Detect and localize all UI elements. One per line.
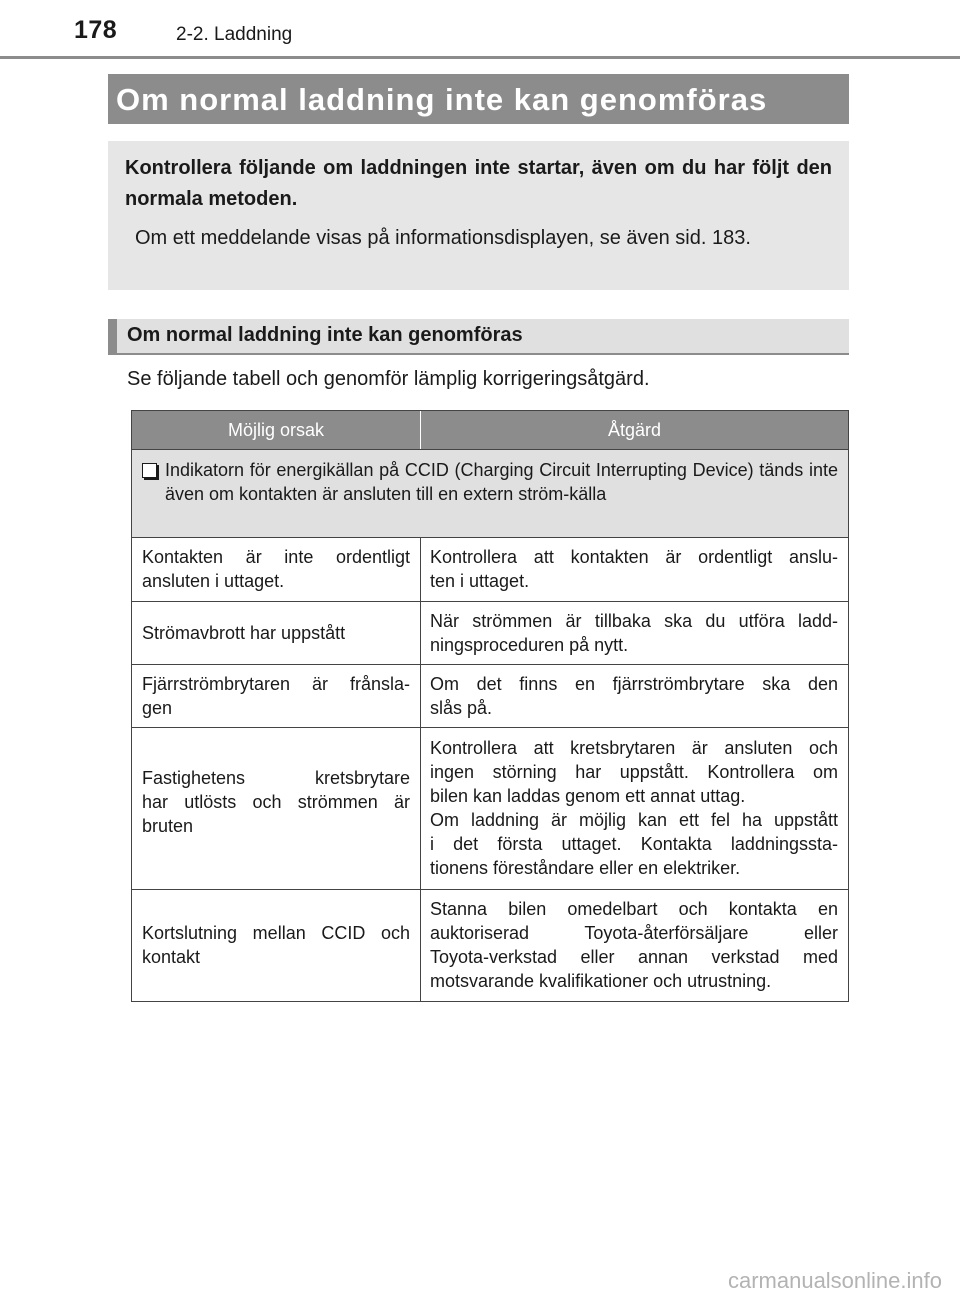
action-line: Stanna bilen omedelbart och kontakta en (430, 899, 838, 919)
action-cell (421, 728, 848, 889)
action-line: ningsproceduren på nytt. (430, 635, 629, 655)
intro-bold-text: Kontrollera följande om laddningen inte startar, även om du har följt den normala metoden. (125, 157, 832, 210)
page-title: Om normal laddning inte kan genomföras (108, 74, 849, 124)
action-line: Kontrollera att kontakten är ordentligt anslu- (430, 547, 838, 567)
action-line: ingen störning har uppstått. Kontrollera om (430, 762, 838, 782)
action-cell (421, 602, 848, 664)
cause-cell (132, 890, 421, 1001)
checkbox-icon (142, 463, 157, 478)
action-line: Kontrollera att kretsbrytaren är ansluten och (430, 738, 838, 758)
subsection-heading: Om normal laddning inte kan genomföras (108, 319, 849, 355)
intro-box (108, 141, 849, 290)
cause-line: bruten (142, 816, 194, 836)
cause-line: Kontakten är inte ordentligt (142, 547, 410, 567)
table-row (132, 664, 848, 727)
intro-note-text: Om ett meddelande visas på informationsdisplayen, se även sid. 183. (135, 227, 751, 249)
cause-cell (132, 665, 421, 727)
table-row (132, 601, 848, 664)
cause-line: gen (142, 698, 173, 718)
header-divider (0, 56, 960, 59)
action-line: slås på. (430, 698, 493, 718)
cause-line: Kortslutning mellan CCID och (142, 923, 410, 943)
action-line: Om det finns en fjärrströmbrytare ska den (430, 674, 838, 694)
table-row (132, 889, 848, 1001)
cause-cell (132, 728, 421, 889)
cause-cell (132, 602, 421, 664)
page-number: 178 (74, 16, 118, 44)
section-label: 2-2. Laddning (176, 24, 293, 45)
action-cell (421, 538, 848, 601)
cause-line: kontakt (142, 947, 201, 967)
lead-text: Se följande tabell och genomför lämplig korrigeringsåtgärd. (127, 368, 650, 390)
table-row (132, 727, 848, 889)
action-line: Toyota-verkstad eller annan verkstad med (430, 947, 838, 967)
cause-line: Fjärrströmbrytaren är frånsla- (142, 674, 410, 694)
watermark: carmanualsonline.info (727, 1268, 942, 1293)
table-row (132, 537, 848, 601)
troubleshooting-table (131, 410, 849, 1002)
action-cell (421, 890, 848, 1001)
action-line: Om laddning är möjlig kan ett fel ha uppstått (430, 810, 838, 830)
column-header-cause: Möjlig orsak (132, 411, 421, 449)
action-line: i det första uttaget. Kontakta laddningssta- (430, 834, 838, 854)
condition-row (132, 449, 848, 537)
column-header-action: Åtgärd (607, 419, 662, 440)
action-line: tionens föreståndare eller en elektriker. (430, 858, 741, 878)
cause-line: Fastighetens kretsbrytare (142, 768, 410, 788)
table-header (132, 411, 848, 449)
action-line: bilen kan laddas genom ett annat uttag. (430, 786, 746, 806)
action-line: ten i uttaget. (430, 571, 530, 591)
action-line: auktoriserad Toyota-återförsäljare eller (430, 923, 838, 943)
cause-line: ansluten i uttaget. (142, 571, 285, 591)
cause-cell (132, 538, 421, 601)
condition-text: Indikatorn för energikällan på CCID (Charging Circuit Interrupting Device) tänds inte även om kontakten är ansluten till en extern ström-källa (165, 460, 838, 504)
action-cell (421, 665, 848, 727)
cause-line: har utlösts och strömmen är (142, 792, 410, 812)
cause-line: Strömavbrott har uppstått (142, 623, 346, 643)
action-line: motsvarande kvalifikationer och utrustning. (430, 971, 772, 991)
action-line: När strömmen är tillbaka ska du utföra ladd- (430, 611, 838, 631)
